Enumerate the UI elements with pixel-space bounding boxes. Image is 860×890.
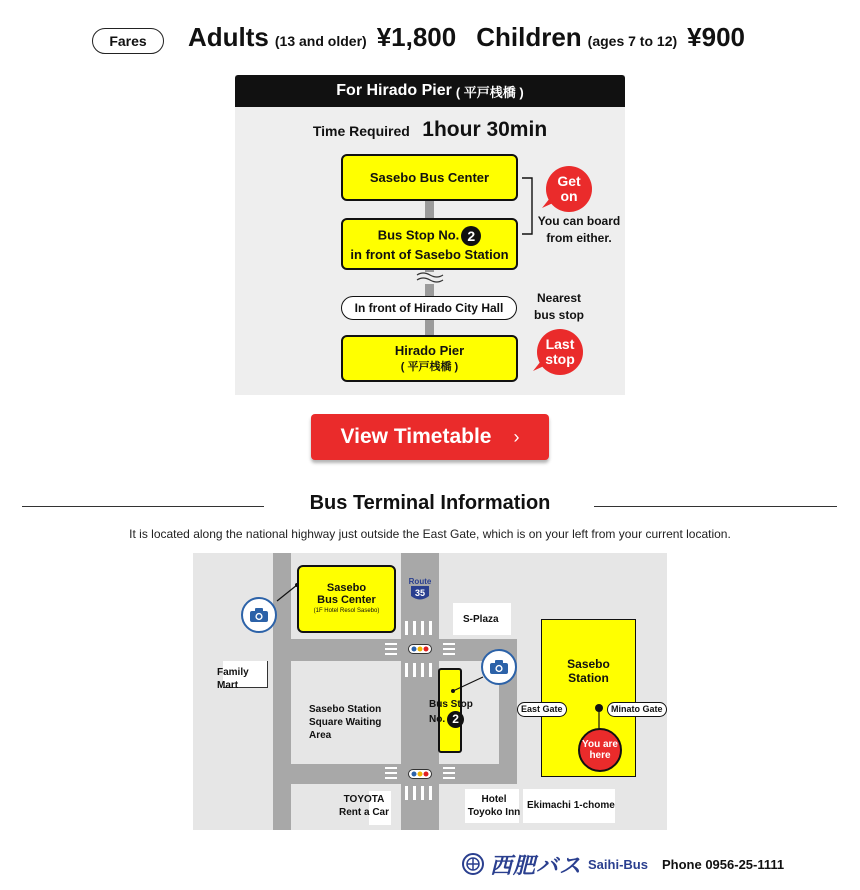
route-header-jp: ( 平戸桟橋 )	[455, 84, 524, 100]
time-required	[235, 118, 625, 142]
stop-hirado-city-hall: In front of Hirado City Hall	[341, 296, 517, 320]
divider-left	[22, 506, 264, 507]
hotel-label	[467, 793, 521, 819]
brand-name-jp: 西肥バス	[490, 852, 583, 878]
route-header	[235, 75, 625, 107]
s-plaza-label: S-Plaza	[463, 614, 499, 625]
minato-gate-label: Minato Gate	[607, 702, 667, 717]
fares-label: Fares	[92, 28, 164, 54]
crosswalk	[385, 643, 397, 657]
last-stop-line2: stop	[545, 351, 575, 367]
waiting-area-label	[309, 703, 381, 742]
camera-pointer	[275, 583, 299, 603]
view-timetable-label: View Timetable	[340, 425, 492, 448]
crosswalk	[405, 663, 432, 682]
view-timetable-button[interactable]	[311, 414, 549, 460]
saihi-bus-logo-icon	[462, 853, 484, 875]
family-mart-line1: Family	[217, 667, 249, 678]
route-break-icon	[415, 270, 445, 286]
terminal-description: It is located along the national highway just outside the East Gate, which is on your left from your current location.	[129, 527, 731, 541]
family-mart-label	[217, 666, 249, 692]
children-label: Children	[476, 22, 582, 52]
crosswalk	[443, 643, 455, 657]
crosswalk	[385, 767, 397, 781]
waiting-line2: Square Waiting	[309, 717, 382, 728]
you-are-here-marker	[578, 728, 622, 772]
crosswalk	[405, 786, 432, 805]
stop-line1-wrap	[378, 226, 482, 246]
nearest-note	[524, 290, 594, 324]
bus-center-line1: Sasebo	[326, 582, 367, 594]
family-mart-line2: Mart	[217, 680, 239, 691]
map-bus-stop-line2-wrap	[429, 711, 473, 728]
terminal-title: Bus Terminal Information	[309, 492, 551, 514]
waiting-line1: Sasebo Station	[309, 704, 382, 715]
station-line2: Station	[568, 671, 609, 685]
toyota-line1: TOYOTA	[343, 794, 385, 805]
nearest-line2: bus stop	[534, 308, 584, 322]
get-on-bubble-tail	[542, 198, 554, 210]
stop-name: Sasebo Bus Center	[369, 170, 490, 185]
map-sasebo-bus-center	[297, 565, 396, 633]
hotel-line2: Toyoko Inn	[467, 807, 521, 818]
adults-price: ¥1,800	[376, 22, 457, 52]
route-header-title: For Hirado Pier	[336, 82, 452, 99]
chevron-right-icon: ›	[513, 426, 520, 447]
stop-sasebo-bus-center	[341, 154, 518, 201]
children-note: (ages 7 to 12)	[587, 33, 678, 49]
crosswalk	[443, 767, 455, 781]
bus-center-note: (1F Hotel Resol Sasebo)	[313, 608, 380, 614]
station-label	[541, 657, 636, 685]
nearest-line1: Nearest	[536, 291, 582, 305]
route-number: 35	[414, 588, 425, 598]
footer	[462, 850, 784, 878]
ekimachi-label: Ekimachi 1-chome	[527, 800, 615, 811]
camera-icon[interactable]	[241, 597, 277, 633]
crosswalk	[405, 621, 432, 640]
bus-center-line2: Bus Center	[317, 594, 376, 606]
station-line1: Sasebo	[567, 657, 610, 671]
hotel-line1: Hotel	[481, 794, 507, 805]
camera-pointer	[449, 675, 485, 695]
adults-note: (13 and older)	[274, 33, 367, 49]
waiting-line3: Area	[309, 730, 332, 741]
get-on-line2: on	[560, 188, 578, 204]
east-gate-label: East Gate	[517, 702, 567, 717]
stop-line1: Hirado Pier	[394, 342, 465, 358]
camera-icon[interactable]	[481, 649, 517, 685]
you-are-here-line2: here	[589, 750, 611, 761]
stop-line1: Bus Stop No.	[377, 226, 460, 242]
time-required-value: 1hour 30min	[422, 118, 548, 141]
map-bus-stop-number: 2	[447, 711, 464, 728]
map-bus-stop-label	[429, 698, 473, 728]
board-note-line1: You can board	[537, 214, 621, 228]
terminal-map	[193, 553, 667, 830]
board-note-line2: from either.	[546, 231, 612, 245]
map-bus-stop-line1: Bus Stop	[429, 699, 473, 710]
stop-bus-stop-2	[341, 218, 518, 270]
fares-line	[188, 22, 765, 58]
stop-number-badge: 2	[461, 226, 481, 246]
children-price: ¥900	[687, 22, 745, 52]
stop-line2: in front of Sasebo Station	[350, 246, 509, 262]
get-on-line1: Get	[557, 173, 581, 189]
divider-right	[594, 506, 837, 507]
phone-number: Phone 0956-25-1111	[661, 856, 785, 872]
you-are-here-line1: You are	[582, 739, 618, 750]
time-required-label: Time Required	[312, 123, 410, 139]
stop-hirado-pier	[341, 335, 518, 382]
traffic-signal-icon	[408, 769, 432, 779]
last-stop-line1: Last	[545, 336, 575, 352]
board-note	[532, 213, 626, 247]
adults-label: Adults	[188, 22, 269, 52]
route-label: Route	[408, 577, 432, 586]
stop-line2: ( 平戸桟橋 )	[400, 360, 459, 373]
brand-name-en: Saihi-Bus	[588, 856, 648, 872]
map-bus-stop-line2: No.	[429, 714, 446, 726]
toyota-line2: Rent a Car	[339, 807, 390, 818]
last-stop-bubble-tail	[533, 361, 545, 373]
toyota-label	[339, 793, 389, 819]
traffic-signal-icon	[408, 644, 432, 654]
